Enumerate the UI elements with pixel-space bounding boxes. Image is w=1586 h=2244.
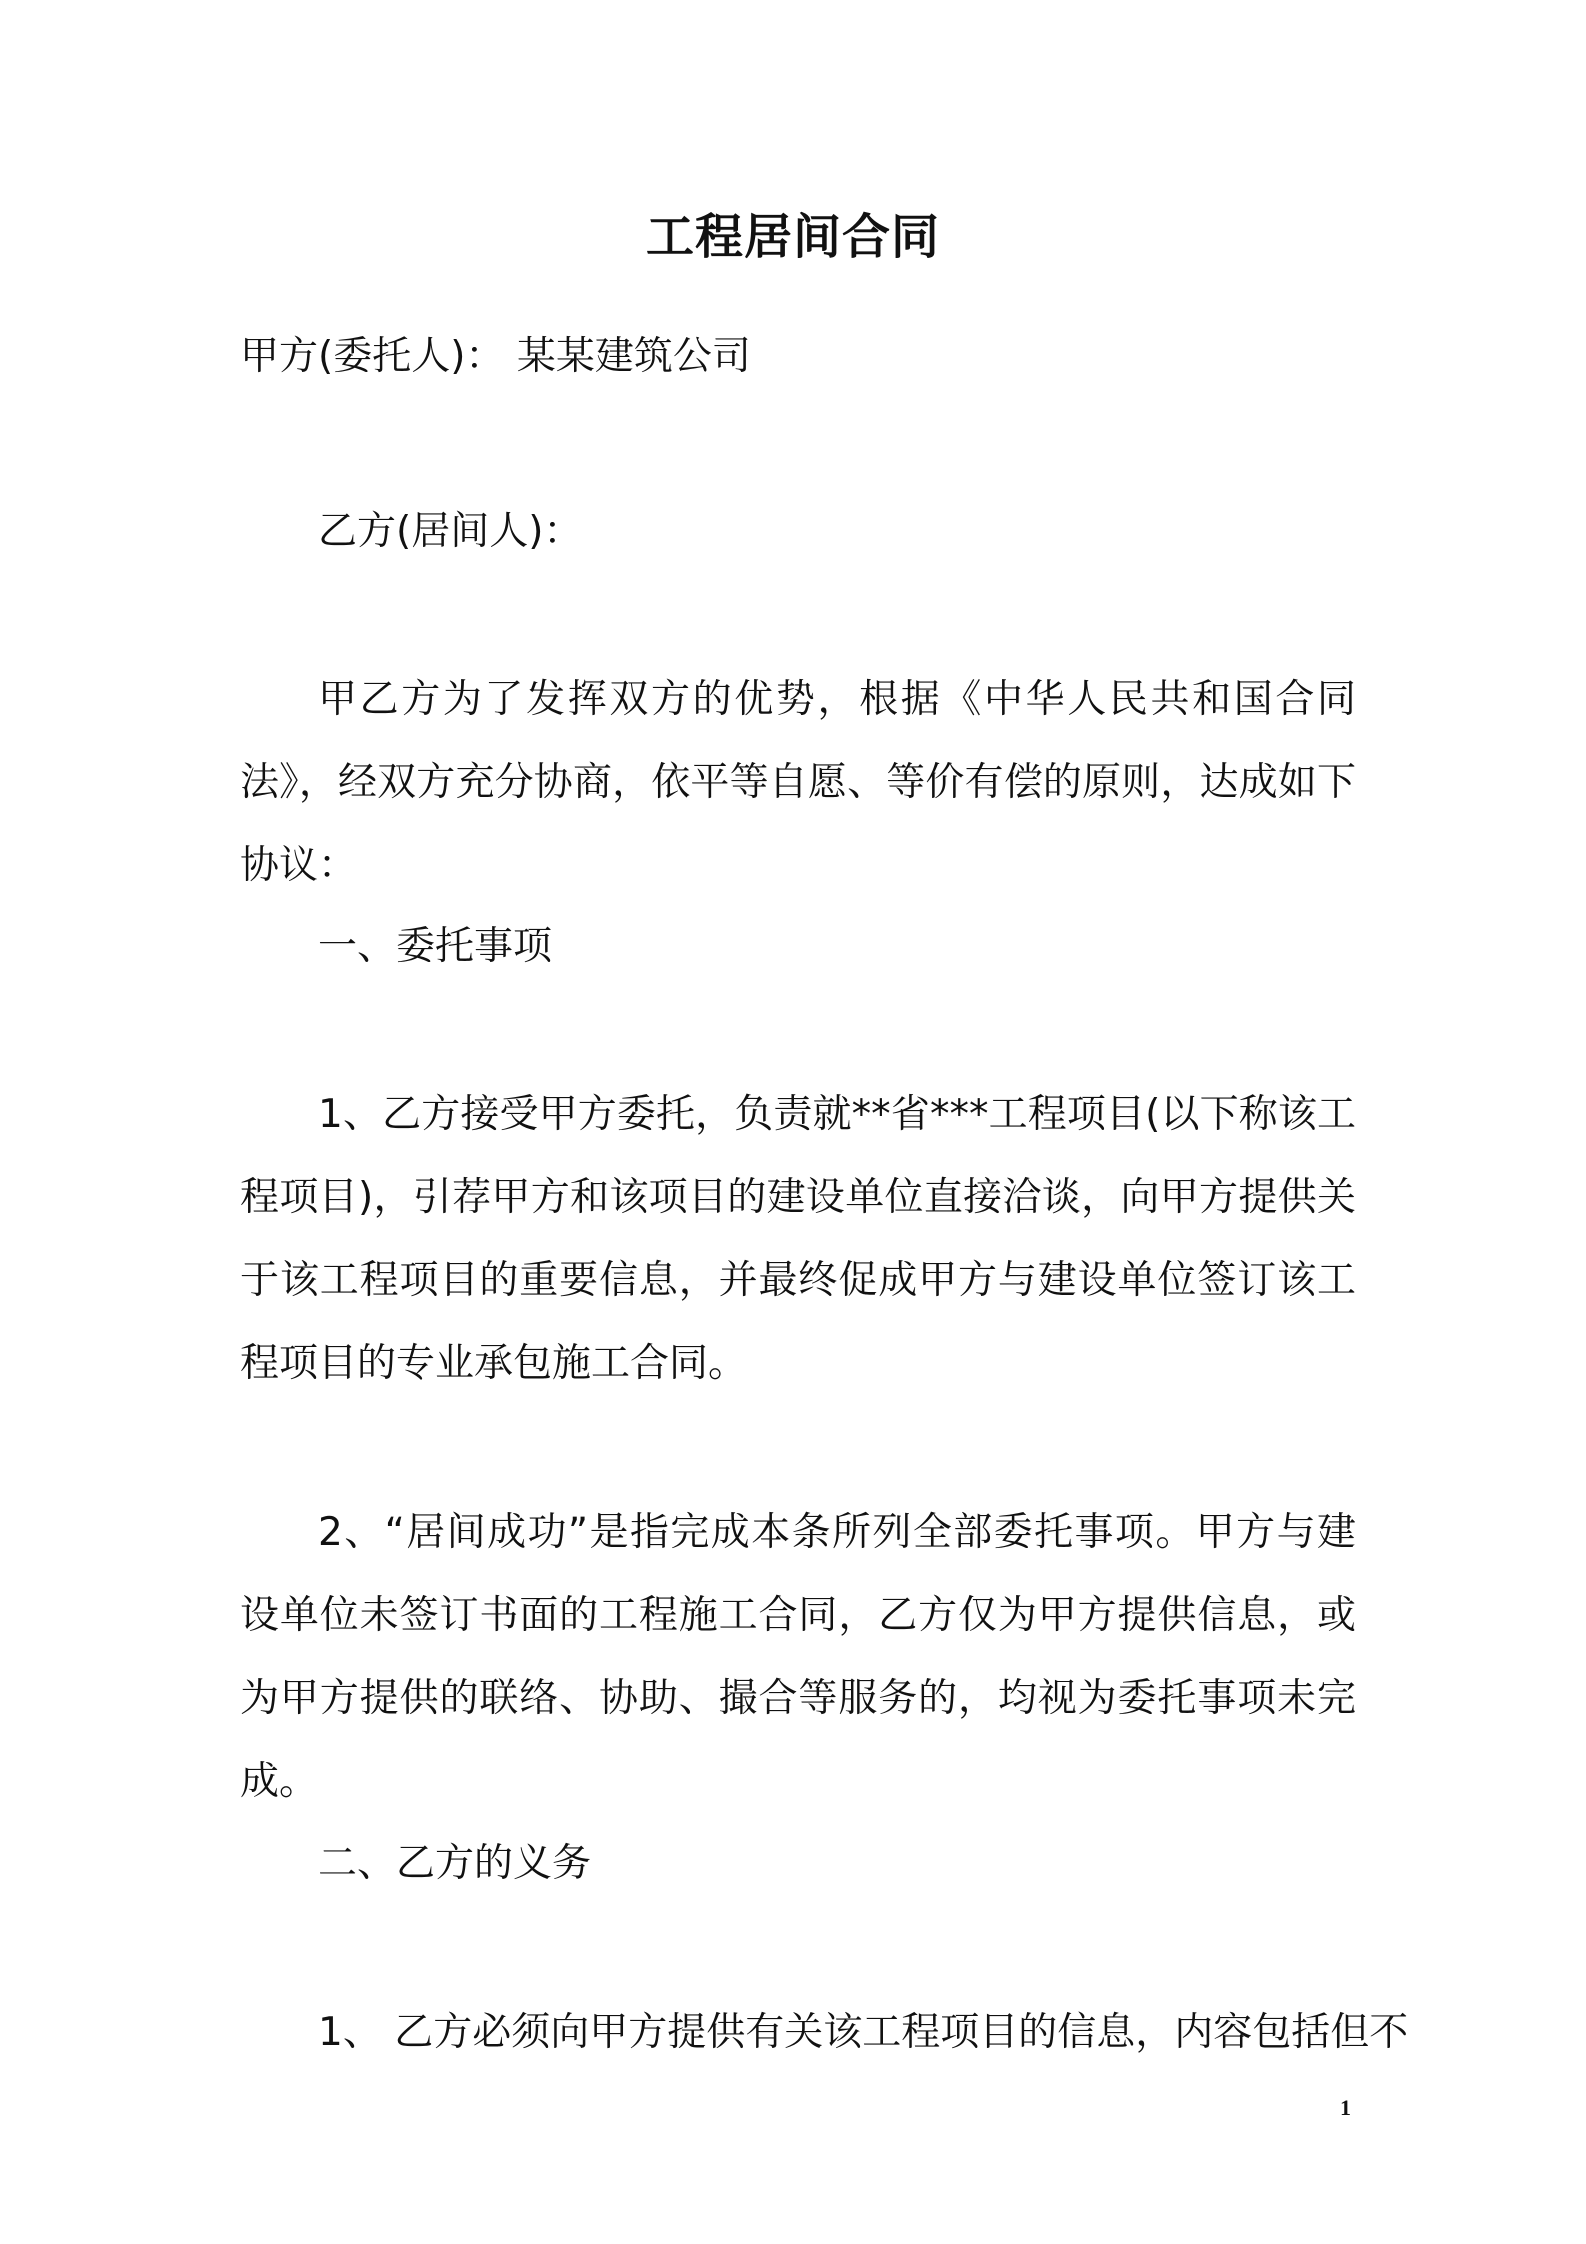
- party-a-line: 甲方(委托人)： 某某建筑公司: [240, 334, 751, 379]
- document-title: 工程居间合同: [645, 209, 940, 265]
- section-1-heading: 一、委托事项: [318, 924, 553, 969]
- party-b-line: 乙方(居间人)：: [318, 509, 583, 554]
- page-number: 1: [1340, 2095, 1351, 2120]
- section-2-item-1: 1、 乙方必须向甲方提供有关该工程项目的信息，内容包括但不: [318, 2010, 1409, 2055]
- section-1-item-1: 1、乙方接受甲方委托，负责就**省***工程项目(以下称该工程项目)，引荐甲方和该项目的建设单位直接洽谈，向甲方提供关于该工程项目的重要信息，并最终促成甲方与建设单位签订该工程项目的专业承包施工合同。: [240, 1092, 1356, 1386]
- section-2-heading: 二、乙方的义务: [318, 1841, 592, 1886]
- preamble-paragraph: 甲乙方为了发挥双方的优势，根据《中华人民共和国合同法》，经双方充分协商，依平等自愿、等价有偿的原则，达成如下协议：: [240, 677, 1356, 888]
- section-1-item-2: 2、“居间成功”是指完成本条所列全部委托事项。甲方与建设单位未签订书面的工程施工合同，乙方仅为甲方提供信息，或为甲方提供的联络、协助、撮合等服务的，均视为委托事项未完成。: [240, 1510, 1356, 1804]
